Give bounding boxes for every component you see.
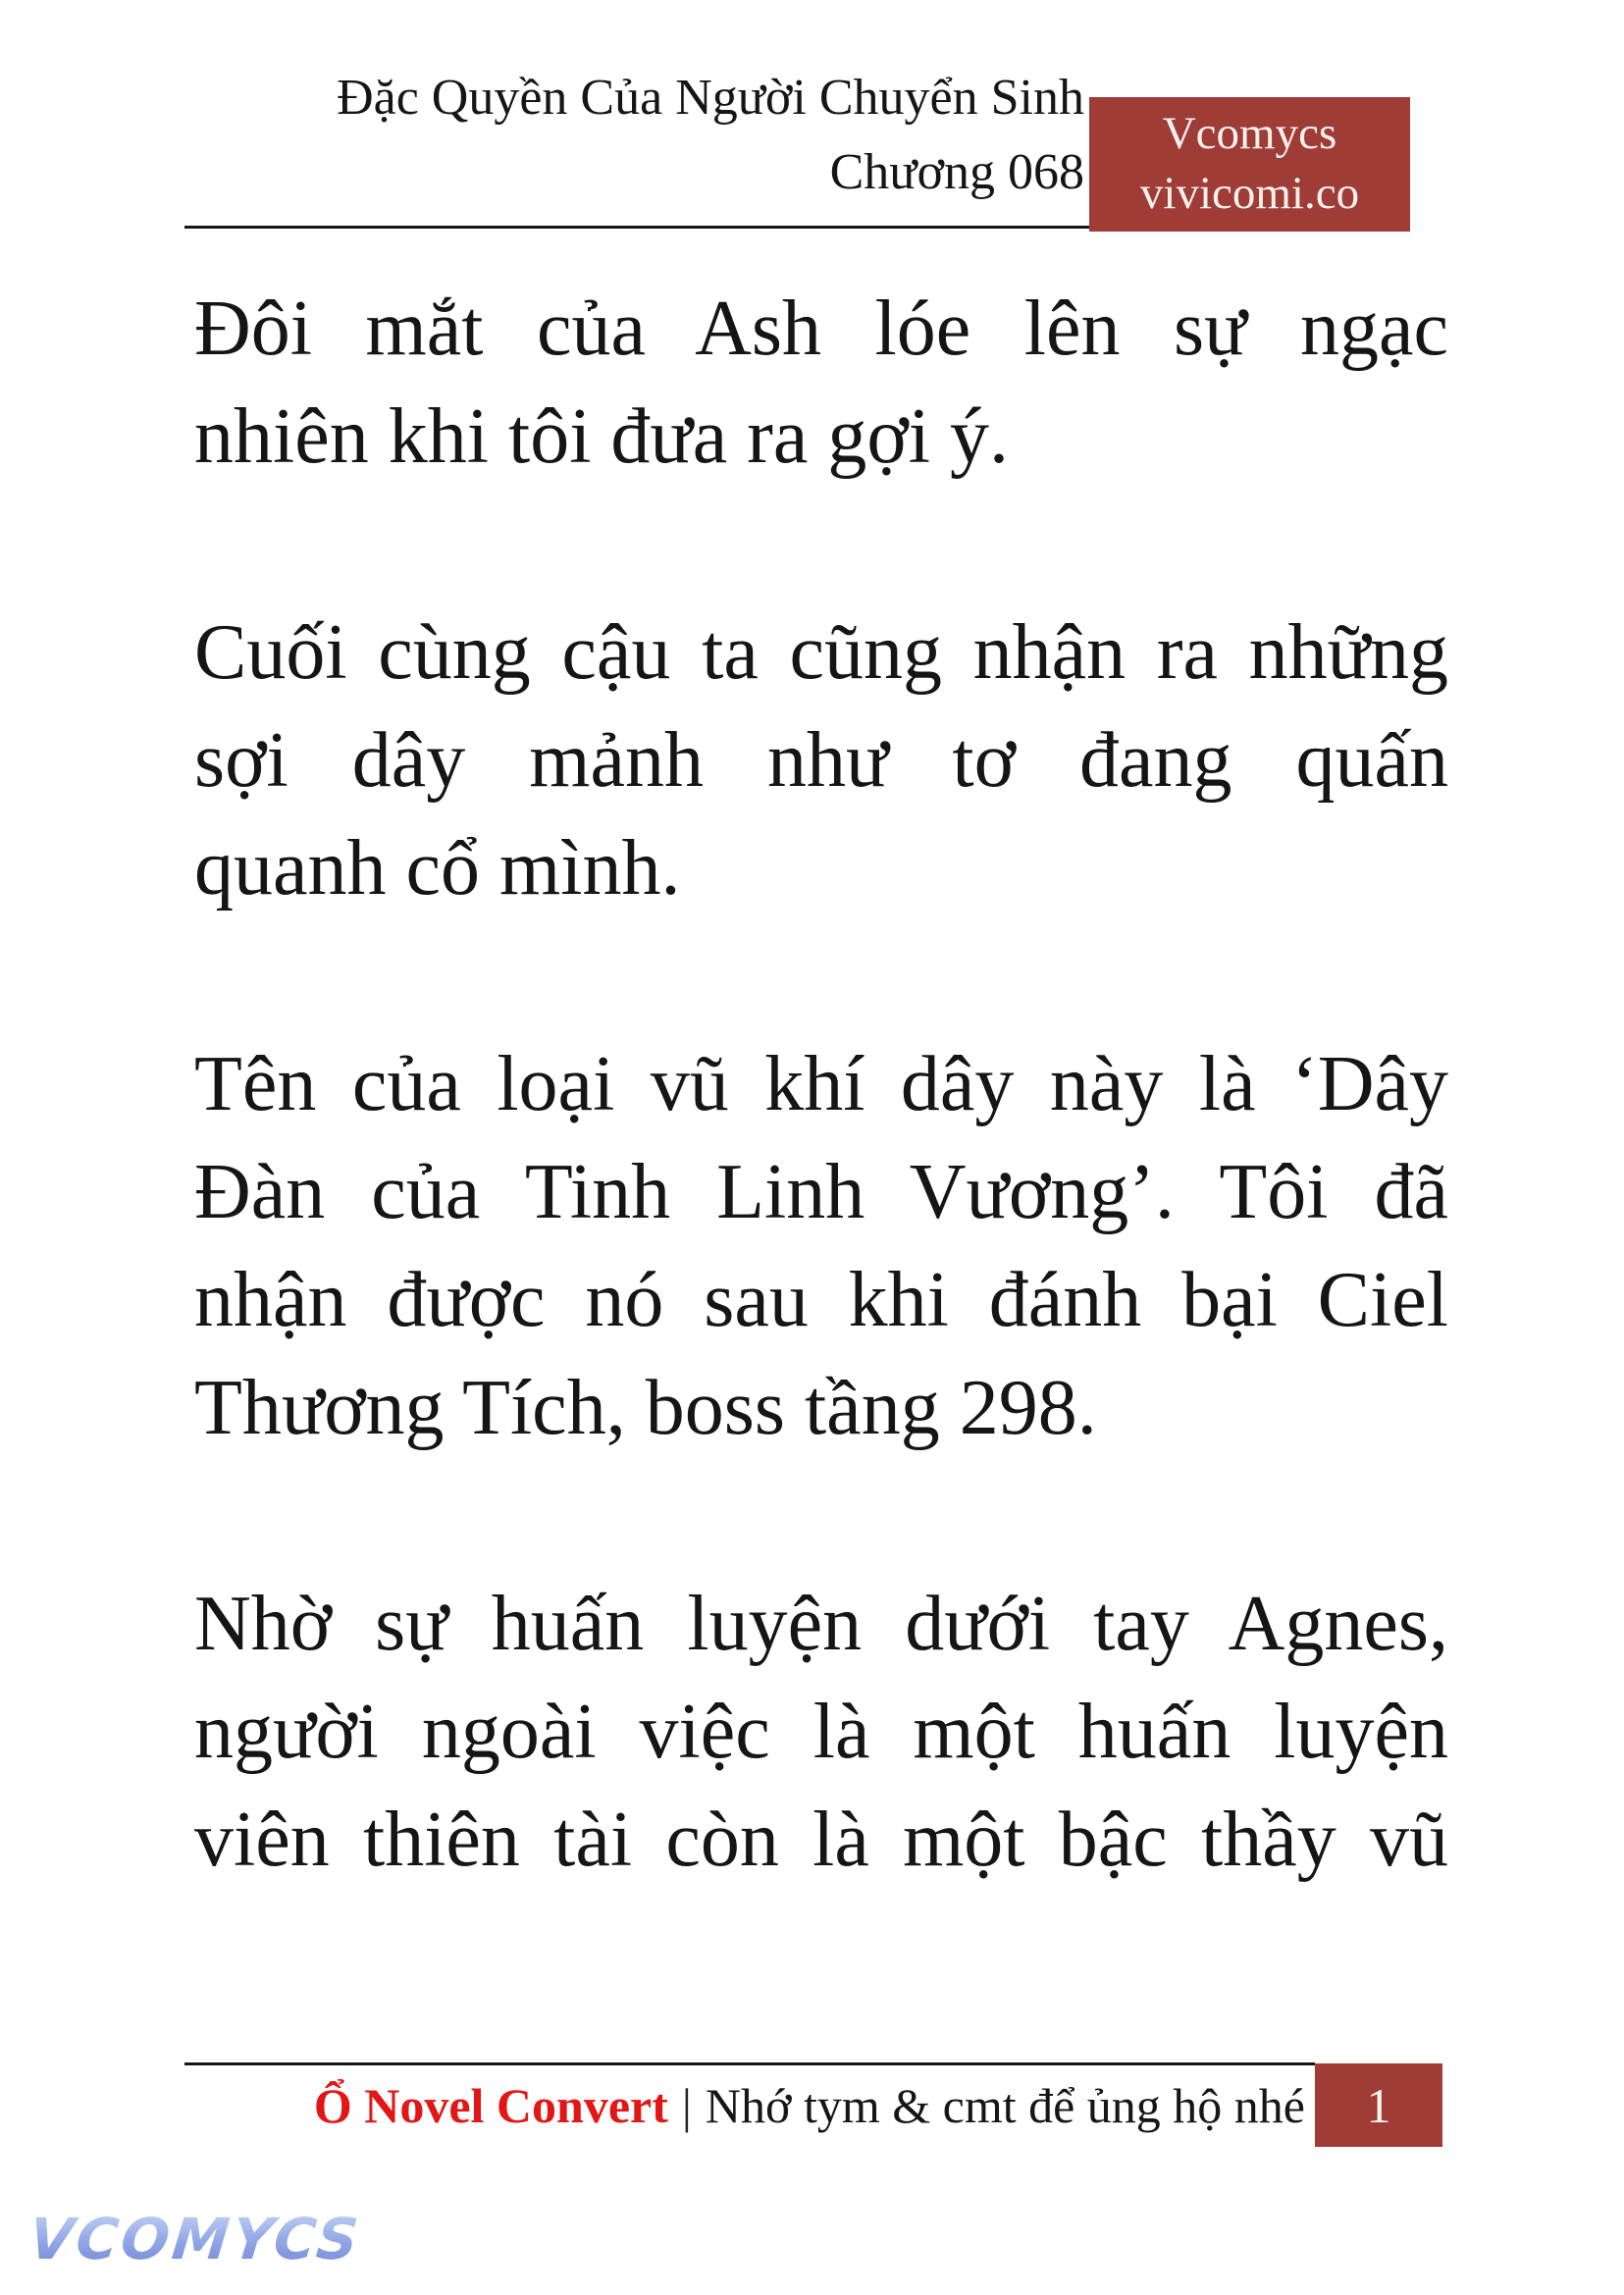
paragraph — [194, 1030, 1448, 1462]
paragraph-line: Đàn của Tinh Linh Vương’. Tôi đã — [194, 1149, 1448, 1235]
paragraph-line: nhận được nó sau khi đánh bại Ciel — [194, 1257, 1448, 1343]
paragraph — [194, 275, 1448, 491]
paragraph-line: Thương Tích, boss tầng 298. — [194, 1365, 1097, 1451]
paragraph-line: viên thiên tài còn là một bậc thầy vũ — [194, 1797, 1448, 1883]
footer-separator: | — [681, 2078, 692, 2133]
page-number: 1 — [1366, 2077, 1391, 2133]
paragraph-line: người ngoài việc là một huấn luyện — [194, 1689, 1448, 1775]
paragraph-line: Nhờ sự huấn luyện dưới tay Agnes, — [194, 1581, 1448, 1667]
header-text — [337, 61, 1084, 210]
paragraph-line: Cuối cùng cậu ta cũng nhận ra những — [194, 609, 1448, 696]
badge-site-url: vivicomi.co — [1139, 168, 1360, 219]
page-title: Đặc Quyền Của Người Chuyển Sinh — [337, 70, 1084, 126]
footer-message: Nhớ tym & cmt để ủng hộ nhé — [705, 2078, 1305, 2133]
page-number-badge — [1315, 2063, 1442, 2147]
chapter-label: Chương 068 — [829, 144, 1084, 200]
paragraph-line: quanh cổ mình. — [194, 825, 681, 912]
publisher-logo-watermark: VCOMYCS — [26, 2206, 365, 2272]
body-paragraphs — [194, 275, 1448, 2002]
paragraph-line: Tên của loại vũ khí dây này là ‘Dây — [194, 1041, 1448, 1127]
footer-brand: Ổ Novel Convert — [313, 2078, 668, 2133]
paragraph-line: sợi dây mảnh như tơ đang quấn — [194, 717, 1448, 804]
footer-text — [314, 2074, 1305, 2137]
paragraph — [194, 1570, 1448, 1894]
paragraph-line: Đôi mắt của Ash lóe lên sự ngạc — [194, 286, 1448, 372]
footer-rule — [184, 2062, 1315, 2065]
paragraph-line: nhiên khi tôi đưa ra gợi ý. — [194, 393, 1009, 480]
paragraph — [194, 599, 1448, 922]
badge-site-name: Vcomycs — [1162, 108, 1337, 159]
publisher-badge — [1089, 97, 1410, 232]
